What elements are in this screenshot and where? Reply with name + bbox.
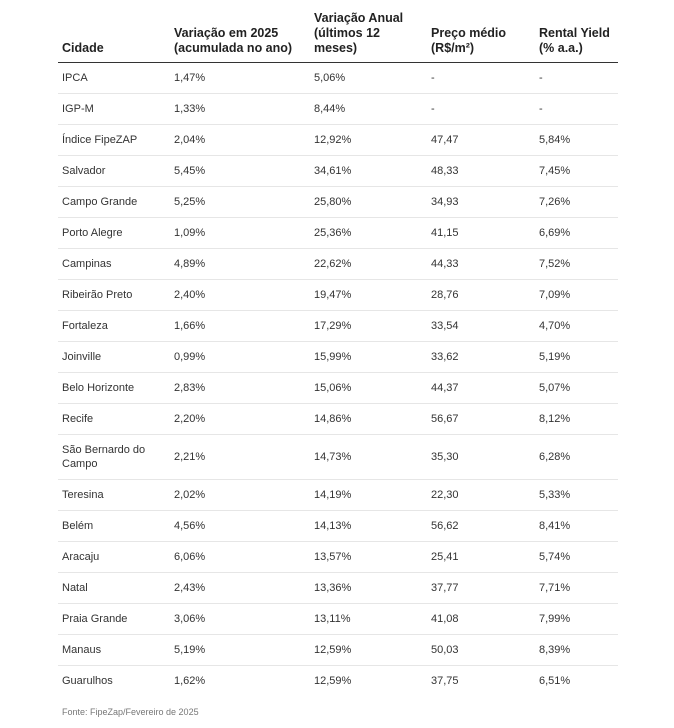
cell-cidade: Belo Horizonte: [58, 373, 170, 404]
cell-cidade: Índice FipeZAP: [58, 125, 170, 156]
cell-rental-yield: 7,26%: [535, 187, 618, 218]
data-table-container: [58, 8, 618, 696]
cell-variacao-2025: 2,20%: [170, 404, 310, 435]
cell-cidade: Belém: [58, 511, 170, 542]
cell-rental-yield: 7,71%: [535, 573, 618, 604]
header-rental-yield: Rental Yield (% a.a.): [535, 8, 618, 63]
cell-variacao-anual: 14,13%: [310, 511, 427, 542]
cell-cidade: Joinville: [58, 342, 170, 373]
cell-variacao-2025: 3,06%: [170, 604, 310, 635]
cell-cidade: Campo Grande: [58, 187, 170, 218]
cell-rental-yield: 5,84%: [535, 125, 618, 156]
cell-preco-medio: 50,03: [427, 635, 535, 666]
cell-preco-medio: 48,33: [427, 156, 535, 187]
cell-preco-medio: 44,33: [427, 249, 535, 280]
cell-preco-medio: 22,30: [427, 480, 535, 511]
cell-preco-medio: -: [427, 63, 535, 94]
cell-variacao-anual: 14,86%: [310, 404, 427, 435]
cell-variacao-anual: 13,57%: [310, 542, 427, 573]
cell-variacao-2025: 0,99%: [170, 342, 310, 373]
table-row: [58, 94, 618, 125]
cell-cidade: Manaus: [58, 635, 170, 666]
cell-cidade: Ribeirão Preto: [58, 280, 170, 311]
table-row: [58, 63, 618, 94]
cell-variacao-anual: 14,73%: [310, 435, 427, 480]
cell-rental-yield: -: [535, 63, 618, 94]
cell-rental-yield: 6,69%: [535, 218, 618, 249]
cell-preco-medio: 25,41: [427, 542, 535, 573]
cell-variacao-2025: 2,04%: [170, 125, 310, 156]
cell-preco-medio: 37,75: [431, 675, 459, 687]
cell-variacao-anual: 12,59%: [310, 635, 427, 666]
cell-variacao-anual: 12,59%: [314, 675, 352, 687]
cell-cidade: Recife: [58, 404, 170, 435]
cell-rental-yield: 5,07%: [535, 373, 618, 404]
cell-preco-medio: 28,76: [427, 280, 535, 311]
table-row: [58, 435, 618, 480]
table-row: [58, 311, 618, 342]
cell-variacao-2025: 4,89%: [170, 249, 310, 280]
table-row: [58, 373, 618, 404]
table-row: [58, 604, 618, 635]
cell-variacao-anual: 15,06%: [310, 373, 427, 404]
cell-variacao-anual: 13,36%: [310, 573, 427, 604]
table-row: [58, 125, 618, 156]
cell-variacao-anual: 22,62%: [310, 249, 427, 280]
header-cidade: Cidade: [58, 8, 170, 63]
table-header: [58, 8, 618, 63]
cell-preco-medio: 47,47: [427, 125, 535, 156]
cell-cidade: IPCA: [58, 63, 170, 94]
cell-preco-medio: 41,15: [427, 218, 535, 249]
source-note: Fonte: FipeZap/Fevereiro de 2025: [62, 707, 199, 717]
cell-cidade: Natal: [58, 573, 170, 604]
cell-cidade: São Bernardo do Campo: [58, 435, 170, 480]
city-price-table: [58, 8, 618, 696]
cell-variacao-2025: 1,47%: [170, 63, 310, 94]
cell-preco-medio: -: [427, 94, 535, 125]
cell-variacao-2025: 1,66%: [170, 311, 310, 342]
cell-variacao-anual: 12,92%: [310, 125, 427, 156]
table-row: [58, 187, 618, 218]
cell-rental-yield: 6,28%: [535, 435, 618, 480]
cell-preco-medio: 34,93: [427, 187, 535, 218]
cell-cidade: Guarulhos: [62, 675, 113, 687]
cell-preco-medio: 33,54: [427, 311, 535, 342]
cell-rental-yield: 7,99%: [535, 604, 618, 635]
cell-rental-yield: 7,52%: [535, 249, 618, 280]
cell-variacao-anual: 15,99%: [310, 342, 427, 373]
cell-preco-medio: 44,37: [427, 373, 535, 404]
table-row: [58, 342, 618, 373]
cell-rental-yield: 7,45%: [535, 156, 618, 187]
table-row: [58, 573, 618, 604]
table-row: [58, 404, 618, 435]
cell-variacao-2025: 5,45%: [170, 156, 310, 187]
table-row: [58, 635, 618, 666]
cell-variacao-2025: 6,06%: [170, 542, 310, 573]
cell-variacao-2025: 2,43%: [170, 573, 310, 604]
cell-cidade: Porto Alegre: [58, 218, 170, 249]
cell-variacao-anual: 8,44%: [310, 94, 427, 125]
header-variacao-anual: Variação Anual (últimos 12 meses): [310, 8, 427, 63]
cell-rental-yield: 8,39%: [535, 635, 618, 666]
cell-variacao-anual: 17,29%: [310, 311, 427, 342]
cell-variacao-anual: 25,36%: [310, 218, 427, 249]
cell-variacao-anual: 34,61%: [310, 156, 427, 187]
cell-cidade: IGP-M: [58, 94, 170, 125]
cell-variacao-2025: 2,02%: [170, 480, 310, 511]
header-preco-medio: Preço médio (R$/m²): [427, 8, 535, 63]
cell-cidade: Campinas: [58, 249, 170, 280]
cell-rental-yield: 8,41%: [535, 511, 618, 542]
cell-preco-medio: 41,08: [427, 604, 535, 635]
cell-cidade: Praia Grande: [58, 604, 170, 635]
cell-preco-medio: 33,62: [427, 342, 535, 373]
cell-variacao-anual: 25,80%: [310, 187, 427, 218]
cell-cidade: Aracaju: [58, 542, 170, 573]
cell-rental-yield: 4,70%: [535, 311, 618, 342]
cell-rental-yield: 7,09%: [535, 280, 618, 311]
header-variacao-2025: Variação em 2025 (acumulada no ano): [170, 8, 310, 63]
cell-preco-medio: 56,67: [427, 404, 535, 435]
cell-variacao-2025: 2,21%: [170, 435, 310, 480]
cell-rental-yield: -: [535, 94, 618, 125]
cell-preco-medio: 56,62: [427, 511, 535, 542]
cell-variacao-2025: 5,25%: [170, 187, 310, 218]
cell-variacao-anual: 13,11%: [310, 604, 427, 635]
cell-rental-yield: 5,33%: [535, 480, 618, 511]
table-row: [58, 542, 618, 573]
table-body: [58, 63, 618, 697]
cell-variacao-2025: 4,56%: [170, 511, 310, 542]
cell-rental-yield: 5,74%: [535, 542, 618, 573]
table-row: [58, 480, 618, 511]
cell-variacao-2025: 1,62%: [174, 675, 206, 687]
cell-cidade: Fortaleza: [58, 311, 170, 342]
cell-variacao-2025: 1,09%: [170, 218, 310, 249]
cell-rental-yield: 8,12%: [535, 404, 618, 435]
cell-variacao-anual: 5,06%: [310, 63, 427, 94]
table-row: [58, 511, 618, 542]
table-row: [58, 666, 618, 697]
cell-variacao-2025: 2,83%: [170, 373, 310, 404]
table-row: [58, 156, 618, 187]
cell-variacao-2025: 2,40%: [170, 280, 310, 311]
cell-variacao-2025: 5,19%: [170, 635, 310, 666]
cell-rental-yield: 5,19%: [535, 342, 618, 373]
cell-variacao-anual: 14,19%: [310, 480, 427, 511]
table-row: [58, 249, 618, 280]
cell-preco-medio: 37,77: [427, 573, 535, 604]
cell-cidade: Salvador: [58, 156, 170, 187]
cell-rental-yield: 6,51%: [539, 675, 571, 687]
header-row: [58, 8, 618, 63]
cell-variacao-anual: 19,47%: [310, 280, 427, 311]
cell-variacao-2025: 1,33%: [170, 94, 310, 125]
table-row: [58, 218, 618, 249]
cell-cidade: Teresina: [58, 480, 170, 511]
cell-preco-medio: 35,30: [427, 435, 535, 480]
table-row: [58, 280, 618, 311]
